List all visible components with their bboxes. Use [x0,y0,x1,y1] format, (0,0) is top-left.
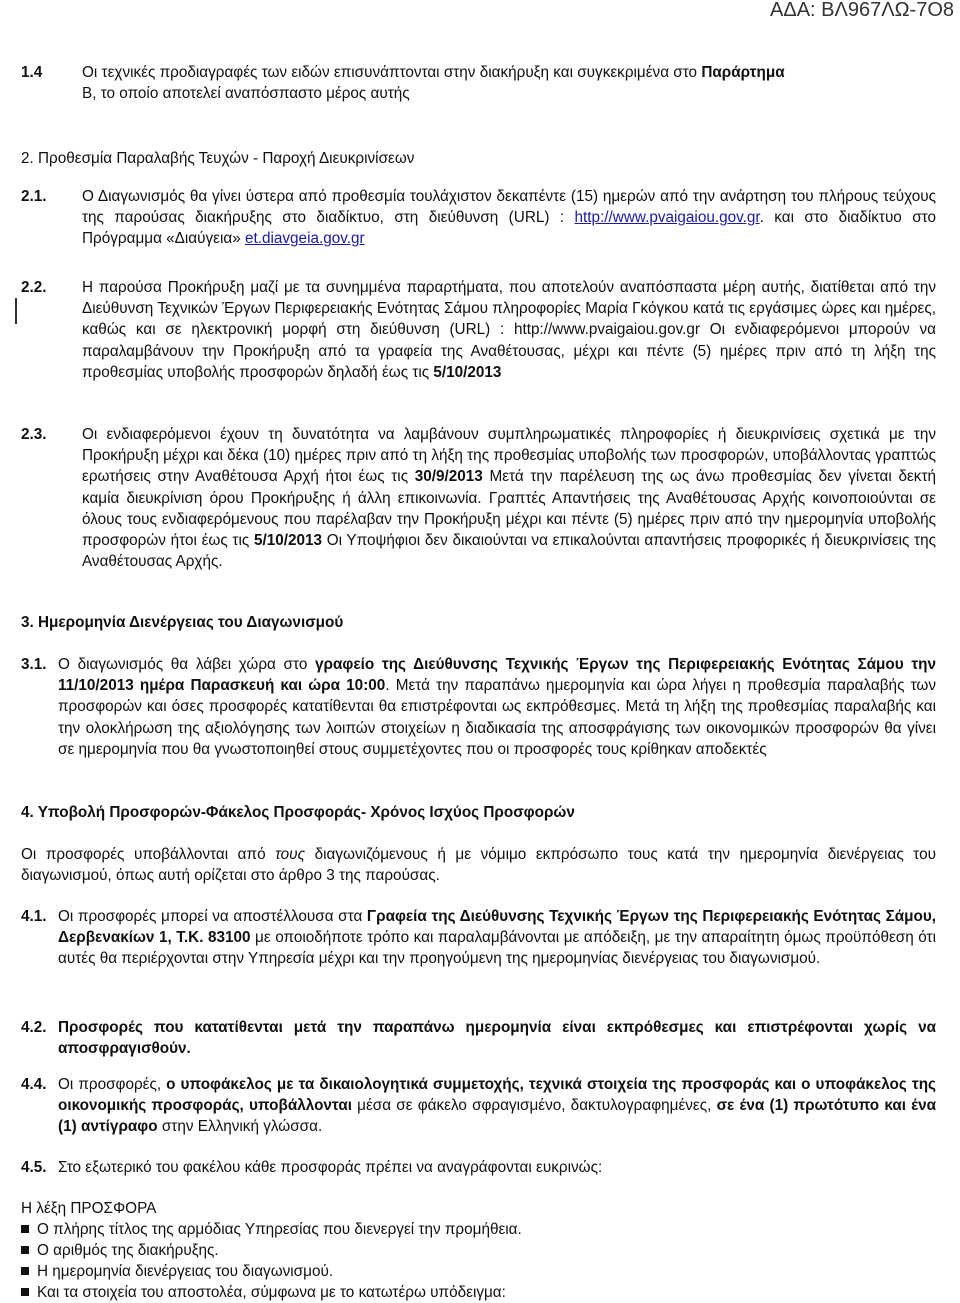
diavgeia-link[interactable]: et.diavgeia.gov.gr [244,230,365,248]
section-number: 3.1. [21,656,47,673]
section-number: 4.4. [21,1076,47,1093]
section-2-2-text: Η παρούσα Προκήρυξη μαζί με τα συνημμένα παραρτήματα, που αποτελούν αναπόσπαστα μέρη αυτής, διατίθεται από την Διεύθυνση Τεχνικών Έργων Περιφερειακής Ενότητας Σάμου πληροφορίες Μαρία Γκόγκου κατά τις εργάσιμες ώρες και ημέρες, καθώς και σε ηλεκτρονική μορφή στη διεύθυνση (URL) : http://www.pvaigaiou.gov.gr Οι ενδιαφερόμενοι μπορούν να παραλαμβάνουν την Προκήρυξη από τα γραφεία της Αναθέτουσας, μέχρι και πέντε (5) ημέρες πριν από τη λήξη της προθεσμίας υποβολής προσφορών δηλαδή έως τις 5/10/2013 [82,279,936,381]
list-item: Η ημερομηνία διενέργειας του διαγωνισμού. [21,1261,333,1282]
word-line: Η λέξη ΠΡΟΣΦΟΡΑ [21,1200,157,1217]
square-bullet-icon [21,1267,29,1275]
section-number: 2.3. [21,426,47,443]
square-bullet-icon [21,1288,29,1296]
section-number: 1.4 [21,64,43,81]
section-number: 4.1. [21,908,47,925]
section-2-1-text: Ο Διαγωνισμός θα γίνει ύστερα από προθεσμία τουλάχιστον δεκαπέντε (15) ημερών από την ανάρτηση του πλήρους τεύχους της παρούσας διακήρυξης στο διαδίκτυο, στη διεύθυνση (URL) : http://www.pvaigaiou.gov.gr. και στο διαδίκτυο στο Πρόγραμμα «Διαύγεια» et.diavgeia.gov.gr [82,188,936,248]
ada-code: ΑΔΑ: ΒΛ967ΛΩ-7Ο8 [770,0,954,21]
list-item: Ο αριθμός της διακήρυξης. [21,1240,219,1261]
section-4-heading: 4. Υποβολή Προσφορών-Φάκελος Προσφοράς- Χρόνος Ισχύος Προσφορών [21,804,575,821]
list-item: Ο πλήρης τίτλος της αρμόδιας Υπηρεσίας που διενεργεί την προμήθεια. [21,1219,522,1240]
square-bullet-icon [21,1246,29,1254]
section-2-3-text: Οι ενδιαφερόμενοι έχουν τη δυνατότητα να λαμβάνουν συμπληρωματικές πληροφορίες ή διευκρινίσεις σχετικά με την Προκήρυξη μέχρι και δέκα (10) ημέρες πριν από τη λήξη της προθεσμίας υποβολής των προσφορών, υποβάλλοντας γραπτώς ερωτήσεις στην Αναθέτουσα Αρχή ήτοι έως τις 30/9/2013 Μετά την παρέλευση της ως άνω προθεσμίας δεν γίνεται δεκτή καμία διευκρίνιση όρου Προκήρυξης ή άλλη επικοινωνία. Γραπτές Απαντήσεις της Αναθέτουσας Αρχής κοινοποιούνται σε όλους τους ενδιαφερόμενους που παρέλαβαν την Προκήρυξη μέχρι και πέντε (5) ημέρες πριν από την ημερομηνία υποβολής προσφορών ήτοι έως τις 5/10/2013 Οι Υποψήφιοι δεν δικαιούνται να επικαλούνται απαντήσεις προφορικές ή διευκρινίσεις της Αναθέτουσας Αρχής. [82,426,936,571]
section-3-heading: 3. Ημερομηνία Διενέργειας του Διαγωνισμού [21,614,344,631]
pvaigaiou-link[interactable]: http://www.pvaigaiou.gov.gr [574,209,760,227]
section-4-1-text: Οι προσφορές μπορεί να αποστέλλουσα στα Γραφεία της Διεύθυνσης Τεχνικής Έργων της Περιφερειακής Ενότητας Σάμου, Δερβενακίων 1, Τ.Κ. 83100 με οποιοδήποτε τρόπο και παραλαμβάνονται με απόδειξη, με την απαραίτητη όμως προϋπόθεση ότι αυτές θα περιέρχονται στην Υπηρεσία μέχρι και την προηγούμενη της ημερομηνίας διενέργειας του διαγωνισμού. [58,908,937,968]
section-number: 2.2. [21,279,47,296]
section-4-intro: Οι προσφορές υποβάλλονται από τους διαγωνιζόμενους ή με νόμιμο εκπρόσωπο τους κατά την ημερομηνία διενέργειας του διαγωνισμού, όπως αυτή ορίζεται στο άρθρο 3 της παρούσας. [21,846,936,885]
section-4-5-text: Στο εξωτερικό του φακέλου κάθε προσφοράς πρέπει να αναγράφονται ευκρινώς: [58,1159,603,1176]
section-number: 4.2. [21,1019,47,1036]
section-2-heading: 2. Προθεσμία Παραλαβής Τευχών - Παροχή Διευκρινίσεων [21,150,415,167]
section-4-2-text: Προσφορές που κατατίθενται μετά την παραπάνω ημερομηνία είναι εκπρόθεσμες και επιστρέφονται χωρίς να αποσφραγισθούν. [58,1019,936,1058]
list-item: Και τα στοιχεία του αποστολέα, σύμφωνα με το κατωτέρω υπόδειγμα: [21,1282,506,1303]
section-1-4-text: Οι τεχνικές προδιαγραφές των ειδών επισυνάπτονται στην διακήρυξη και συγκεκριμένα στο Παράρτημα Β, το οποίο αποτελεί αναπόσπαστο μέρος αυτής [82,64,785,103]
section-number: 4.5. [21,1159,47,1176]
section-3-1-text: Ο διαγωνισμός θα λάβει χώρα στο γραφείο της Διεύθυνσης Τεχνικής Έργων της Περιφερειακής Ενότητας Σάμου την 11/10/2013 ημέρα Παρασκευή και ώρα 10:00. Μετά την παραπάνω ημερομηνία και ώρα λήγει η προθεσμία παραλαβής των προσφορών και όσες προσφορές κατατίθενται θα επιστρέφονται ως εκπρόθεσμες. Μετά τη λήξη της προθεσμίας παραλαβής και την ολοκλήρωση της αξιολόγησης των λοιπών στοιχείων η διαδικασία της αποσφράγισης των οικονομικών προσφορών θα γίνει σε ημερομηνία που θα γνωστοποιηθεί στους συμμετέχοντες που οι προσφορές τους κρίθηκαν αποδεκτές [58,656,936,758]
section-4-4-text: Οι προσφορές, ο υποφάκελος με τα δικαιολογητικά συμμετοχής, τεχνικά στοιχεία της προσφοράς και ο υποφάκελος της οικονομικής προσφοράς, υποβάλλονται μέσα σε φάκελο σφραγισμένο, δακτυλογραφημένες, σε ένα (1) πρωτότυπο και ένα (1) αντίγραφο στην Ελληνική γλώσσα. [58,1076,936,1136]
revision-bar [15,298,17,324]
square-bullet-icon [21,1225,29,1233]
section-number: 2.1. [21,188,47,205]
